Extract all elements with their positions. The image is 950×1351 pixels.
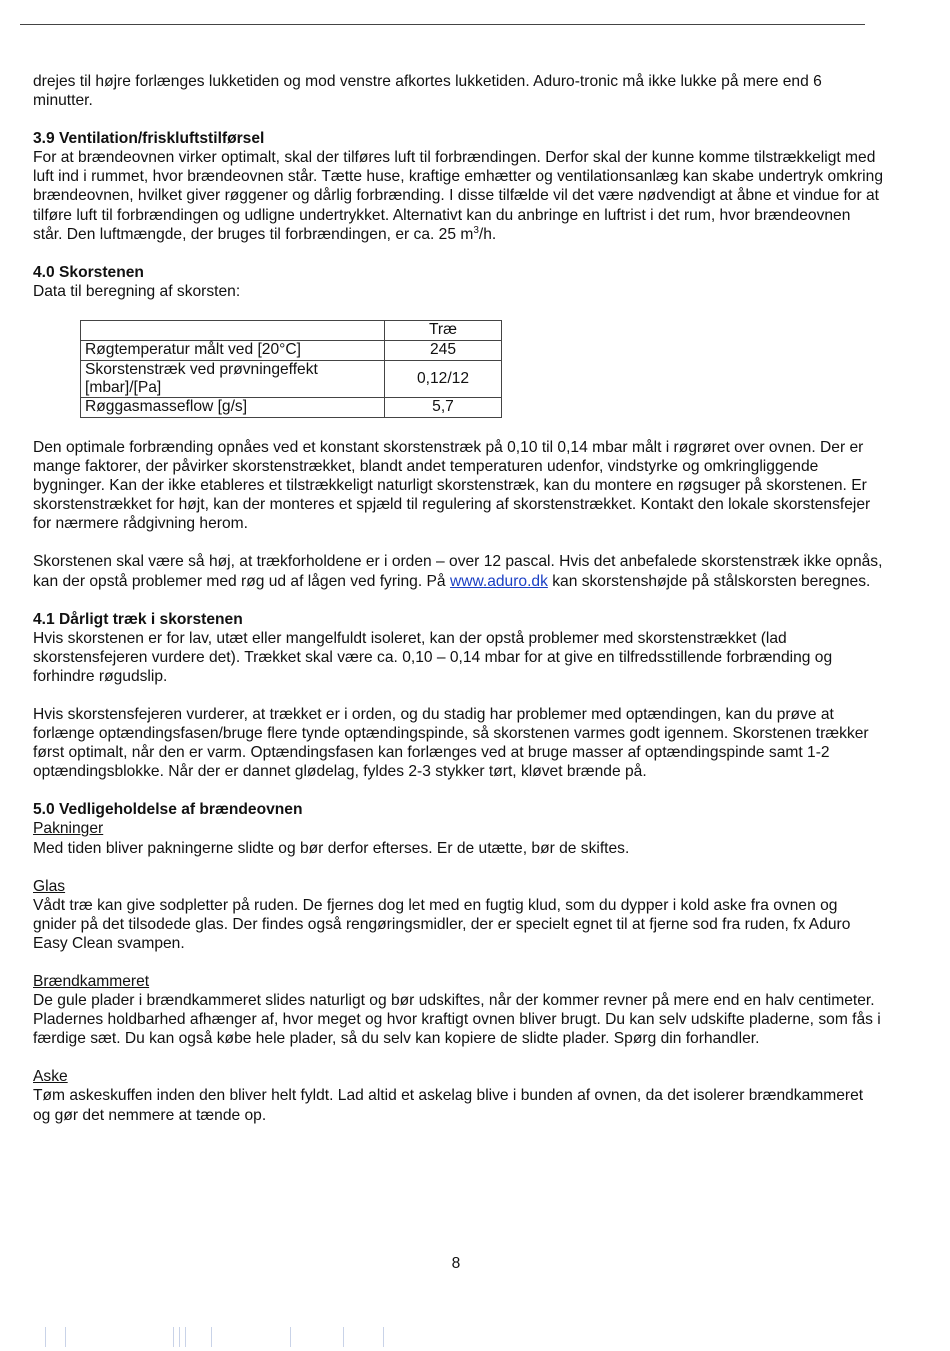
table-row — [81, 340, 502, 360]
glass-paragraph: Vådt træ kan give sodpletter på ruden. De fjernes dog let med en fugtig klud, som du dypper i kold aske fra ovnen og gnider på det tilsodede glas. Der findes også rengøringsmidler, der er specielt egnet til at fjerne sod fra ruden, fx Aduro Easy Clean svampen. — [33, 896, 851, 952]
section-5-0-heading: 5.0 Vedligeholdelse af brændeovnen — [33, 801, 303, 819]
footer-scan-marks — [45, 1327, 405, 1349]
glass-subheading: Glas — [33, 877, 66, 895]
section-3-9-heading: 3.9 Ventilation/friskluftstilførsel — [33, 130, 265, 148]
chimney-data-table — [80, 320, 502, 418]
ash-subheading: Aske — [33, 1068, 68, 1086]
page-number: 8 — [451, 1255, 461, 1272]
table-row — [81, 360, 502, 397]
table-header-empty-cell — [81, 320, 385, 340]
ventilation-paragraph: For at brændeovnen virker optimalt, skal der tilføres luft til forbrændingen. Derfor skal der kunne komme tilstrækkeligt med luft ind i rummet, hvor brændeovnen står. Tætte huse, kraftige emhætter og ventilationsanlæg kan skabe undertryk omkring brændeovnen, hvilket giver røggener og dårlig forbrænding. I disse tilfælde vil det være nødvendigt at åbne et vindue for at tilføre luft til forbrændingen og udligne undertrykket. Alternativt kan du anbringe en luftrist i det rum, hvor brændeovnen står. Den luftmængde, der bruges til forbrændingen, er ca. 25 $m^3/h$. — [33, 149, 883, 243]
header-rule — [20, 24, 865, 25]
table-row-value: 0,12/12 — [385, 360, 502, 397]
combustion-chamber-subheading: Brændkammeret — [33, 973, 150, 990]
table-row-value: 245 — [385, 340, 502, 360]
intro-paragraph: drejes til højre forlænges lukketiden og mod venstre afkortes lukketiden. Aduro-tronic må ikke lukke på mere end 6 minutter. — [33, 73, 822, 110]
section-4-1-heading: 4.1 Dårligt træk i skorstenen — [33, 610, 243, 628]
table-row-label: Skorstenstræk ved prøvningeffekt [mbar]/[Pa] — [81, 360, 385, 397]
page-content — [33, 72, 883, 1144]
table-row-label: Røgtemperatur målt ved [20°C] — [81, 340, 385, 360]
ash-paragraph: Tøm askeskuffen inden den bliver helt fyldt. Lad altid et askelag blive i bunden af ovnen, da det isolerer brændkammeret og gør det nemmere at tænde op. — [33, 1087, 864, 1124]
gaskets-paragraph: Med tiden bliver pakningerne slidte og bør derfor efterses. Er de utætte, bør de skiftes. — [33, 839, 630, 857]
chimney-data-lead: Data til beregning af skorsten: — [33, 282, 241, 300]
poor-draught-paragraph: Hvis skorstenen er for lav, utæt eller mangelfuldt isoleret, kan der opstå problemer med skorstenstrækket (lad skorstensfejeren vurdere det). Trækket skal være ca. 0,10 – 0,14 mbar for at give en tilfredsstillende forbrænding og forhindre røgudslip. — [33, 629, 833, 685]
superscript-3: 3 — [473, 224, 479, 236]
table-header-row — [81, 320, 502, 340]
table-header-wood: Træ — [385, 320, 502, 340]
optimal-combustion-paragraph: Den optimale forbrænding opnåes ved et konstant skorstenstræk på 0,10 til 0,14 mbar målt i røgrøret over ovnen. Der er mange faktorer, der påvirker skorstenstrækket, blandt andet temperaturen udenfor, vindstyrke og omkringliggende bygninger. Kan der ikke etableres et tilstrækkeligt naturligt skorstenstræk, kan du montere en røgsuger på skorstenen. Er skorstenstrækket for højt, kan der monteres et spjæld til regulering af skorstenstrækket. Kontakt den lokale skorstensfejer for nærmere rådgivning herom. — [33, 438, 871, 533]
gaskets-subheading: Pakninger — [33, 820, 104, 838]
chimney-height-paragraph: Skorstenen skal være så høj, at trækforholdene er i orden – over 12 pascal. Hvis det anbefalede skorstenstræk ikke opnås, kan der opstå problemer med røg ud af lågen ved fyring. På www.aduro.dk kan skorstenshøjde på stålskorsten beregnes. — [33, 553, 883, 590]
combustion-chamber-paragraph: De gule plader i brændkammeret slides naturligt og bør udskiftes, når der kommer revner på mere end en halv centimeter. Pladernes holdbarhed afhænger af, hvor meget og hvor kraftigt ovnen bliver brugt. Du kan selv udskifte pladerne, som fås i færdige sæt. Du kan også købe hele plader, så du selv kan kopiere de slidte plader. Spørg din forhandler. — [33, 992, 881, 1048]
aduro-website-link[interactable]: www.aduro.dk — [449, 572, 548, 590]
table-row-label: Røggasmasseflow [g/s] — [81, 397, 385, 417]
table-row-value: 5,7 — [385, 397, 502, 417]
kindling-paragraph: Hvis skorstensfejeren vurderer, at trækket er i orden, og du stadig har problemer med optændingen, kan du prøve at forlænge optændingsfasen/bruge flere tynde optændingspinde, så skorstenen varmes godt igennem. Skorstenen trækker først optimalt, når den er varm. Optændingsfasen kan forlænges ved at bruge masser af optændingspinde samt 1-2 optændingsblokke. Når der er dannet glødelag, fyldes 2-3 stykker tørt, kløvet brænde på. — [33, 705, 869, 781]
section-4-0-heading: 4.0 Skorstenen — [33, 263, 144, 281]
table-row — [81, 397, 502, 417]
